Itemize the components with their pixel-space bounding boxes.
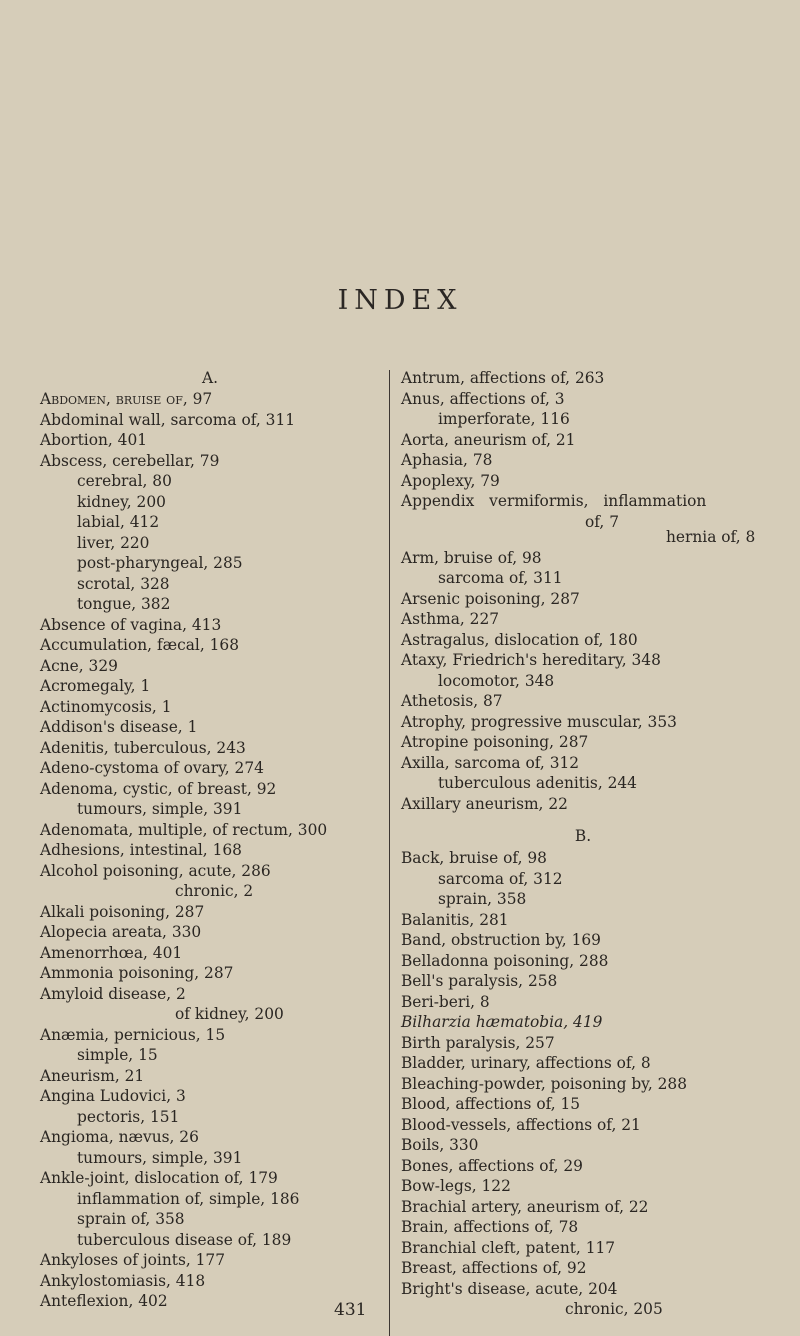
index-entry: Belladonna poisoning, 288 xyxy=(401,951,609,970)
left-column xyxy=(40,368,380,1312)
index-subentry: chronic, 2 xyxy=(175,882,254,900)
index-entry: Athetosis, 87 xyxy=(401,692,503,710)
index-entry: Adenitis, tuberculous, 243 xyxy=(40,738,246,757)
index-subentry: post-pharyngeal, 285 xyxy=(77,554,243,572)
section-letter-b: B. xyxy=(574,827,592,845)
section-letter-a: A. xyxy=(201,369,218,387)
index-subentry: of kidney, 200 xyxy=(175,1005,284,1023)
index-entry: Alkali poisoning, 287 xyxy=(40,902,205,921)
right-column xyxy=(401,368,765,1320)
index-entry: Angioma, nævus, 26 xyxy=(40,1128,199,1146)
index-entry: Amyloid disease, 2 xyxy=(40,984,186,1003)
index-entry: Alopecia areata, 330 xyxy=(40,923,202,941)
index-entry: Balanitis, 281 xyxy=(401,910,509,929)
index-entry: Anus, affections of, 3 xyxy=(401,389,565,408)
index-entry: Ataxy, Friedrich's hereditary, 348 xyxy=(401,651,661,669)
index-subentry: cerebral, 80 xyxy=(77,472,172,490)
index-entry: Abdominal wall, sarcoma of, 311 xyxy=(40,410,296,429)
index-entry: Atropine poisoning, 287 xyxy=(401,733,589,751)
index-entry: Arsenic poisoning, 287 xyxy=(401,589,580,608)
index-entry: Ammonia poisoning, 287 xyxy=(40,964,234,982)
index-subentry: chronic, 205 xyxy=(565,1300,663,1318)
index-entry: Back, bruise of, 98 xyxy=(401,849,547,867)
index-entry: Aneurism, 21 xyxy=(40,1066,145,1085)
index-entry: Addison's disease, 1 xyxy=(40,718,198,736)
index-subentry: sarcoma of, 311 xyxy=(438,569,563,587)
index-entry: Astragalus, dislocation of, 180 xyxy=(401,630,638,649)
index-subentry: of, 7 xyxy=(585,512,619,531)
index-entry: Arm, bruise of, 98 xyxy=(401,548,542,567)
index-subentry: hernia of, 8 xyxy=(666,528,756,546)
index-entry: Apoplexy, 79 xyxy=(401,471,500,490)
index-entry: Adenoma, cystic, of breast, 92 xyxy=(40,779,277,798)
index-subentry: pectoris, 151 xyxy=(77,1107,180,1126)
index-entry: Adeno-cystoma of ovary, 274 xyxy=(40,759,264,777)
index-entry: Atrophy, progressive muscular, 353 xyxy=(401,712,677,731)
index-entry: Beri-beri, 8 xyxy=(401,992,490,1011)
index-entry: Adhesions, intestinal, 168 xyxy=(40,841,242,859)
index-entry: Abortion, 401 xyxy=(40,431,148,449)
index-subentry: sprain of, 358 xyxy=(77,1210,185,1228)
index-subentry: imperforate, 116 xyxy=(438,410,570,428)
index-entry: Bright's disease, acute, 204 xyxy=(401,1279,618,1298)
index-entry: Absence of vagina, 413 xyxy=(40,615,222,634)
index-entry: Amenorrhœa, 401 xyxy=(40,943,183,962)
index-entry: Bow-legs, 122 xyxy=(401,1177,511,1195)
index-entry: Ankylostomiasis, 418 xyxy=(40,1271,206,1290)
index-entry: Branchial cleft, patent, 117 xyxy=(401,1238,616,1257)
index-entry: Blood, affections of, 15 xyxy=(401,1095,581,1113)
index-entry: Boils, 330 xyxy=(401,1136,479,1154)
index-subentry: sarcoma of, 312 xyxy=(438,869,563,888)
index-subentry: tuberculous adenitis, 244 xyxy=(438,774,637,792)
index-entry: Breast, affections of, 92 xyxy=(401,1259,587,1277)
index-entry: Appendix vermiformis, inflammation xyxy=(401,492,707,510)
column-divider xyxy=(389,370,390,1336)
index-subentry: locomotor, 348 xyxy=(438,671,555,690)
index-entry: Ankle-joint, dislocation of, 179 xyxy=(40,1169,278,1187)
index-subentry: tumours, simple, 391 xyxy=(77,800,243,818)
page-title: INDEX xyxy=(337,285,463,316)
index-subentry: tuberculous disease of, 189 xyxy=(77,1230,292,1249)
index-entry: Ankyloses of joints, 177 xyxy=(40,1251,226,1269)
index-entry: Asthma, 227 xyxy=(401,610,500,628)
index-entry: Abscess, cerebellar, 79 xyxy=(40,451,220,470)
index-entry: Accumulation, fæcal, 168 xyxy=(40,636,239,654)
index-entry: Birth paralysis, 257 xyxy=(401,1033,555,1052)
index-subentry: labial, 412 xyxy=(77,513,160,531)
index-entry: Bell's paralysis, 258 xyxy=(401,972,558,990)
index-entry: Bladder, urinary, affections of, 8 xyxy=(401,1054,651,1072)
index-entry: Alcohol poisoning, acute, 286 xyxy=(40,861,271,880)
index-entry: Bilharzia hæmatobia, 419 xyxy=(401,1013,603,1031)
index-entry: Bleaching-powder, poisoning by, 288 xyxy=(401,1074,687,1093)
index-subentry: simple, 15 xyxy=(77,1046,158,1064)
index-subentry: tongue, 382 xyxy=(77,595,171,613)
index-entry: Abdomen, bruise of, 97 xyxy=(40,390,213,408)
index-subentry: tumours, simple, 391 xyxy=(77,1148,243,1167)
index-subentry: kidney, 200 xyxy=(77,492,166,511)
index-entry: Aphasia, 78 xyxy=(401,451,493,469)
index-entry: Bones, affections of, 29 xyxy=(401,1156,583,1175)
index-entry: Actinomycosis, 1 xyxy=(40,697,172,716)
index-entry: Aorta, aneurism of, 21 xyxy=(401,430,576,449)
index-entry: Acromegaly, 1 xyxy=(40,677,151,695)
index-entry: Anteflexion, 402 xyxy=(40,1292,168,1310)
index-subentry: scrotal, 328 xyxy=(77,574,170,593)
index-entry: Anæmia, pernicious, 15 xyxy=(40,1025,226,1044)
index-entry: Adenomata, multiple, of rectum, 300 xyxy=(40,820,328,839)
index-entry: Axilla, sarcoma of, 312 xyxy=(401,753,580,772)
index-subentry: liver, 220 xyxy=(77,533,150,552)
index-entry: Acne, 329 xyxy=(40,656,118,675)
index-subentry: sprain, 358 xyxy=(438,890,527,908)
index-entry: Band, obstruction by, 169 xyxy=(401,931,601,949)
index-entry: Antrum, affections of, 263 xyxy=(401,369,605,387)
index-entry: Brain, affections of, 78 xyxy=(401,1218,579,1236)
index-entry: Blood-vessels, affections of, 21 xyxy=(401,1115,641,1134)
index-subentry: inflammation of, simple, 186 xyxy=(77,1189,300,1208)
page-number: 431 xyxy=(334,1300,367,1320)
index-entry: Brachial artery, aneurism of, 22 xyxy=(401,1197,649,1216)
index-entry: Angina Ludovici, 3 xyxy=(40,1087,186,1105)
index-entry: Axillary aneurism, 22 xyxy=(401,794,568,813)
